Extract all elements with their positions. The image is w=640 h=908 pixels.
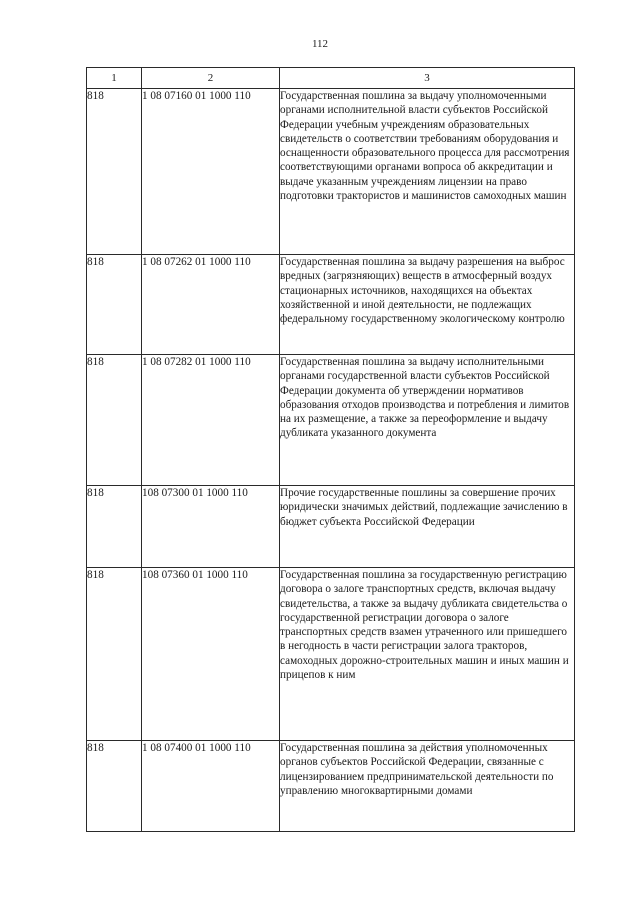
table-row [87, 89, 575, 255]
description-text: Прочие государственные пошлины за совершение прочих юридически значимых действий, подлежащие зачислению в бюджет субъекта Российской Федерации [280, 487, 568, 528]
description-cell [280, 89, 575, 255]
admin-code-cell: 818 [87, 568, 142, 741]
description-cell [280, 255, 575, 355]
description-cell [280, 741, 575, 832]
description-text: Государственная пошлина за государственную регистрацию договора о залоге транспортных средств, включая выдачу свидетельства, а также за выдачу дубликата свидетельства о государственной регистрации договора о залоге транспортных средств взамен утраченного или пришедшего в негодность в части регистрации залога тракторов, самоходных дорожно-строительных машин и иных машин и прицепов к ним [280, 569, 569, 682]
kbk-code-cell: 1 08 07400 01 1000 110 [142, 741, 280, 832]
table-header-row [87, 68, 575, 89]
header-col-1: 1 [87, 68, 142, 89]
description-cell [280, 486, 575, 568]
admin-code-cell: 818 [87, 89, 142, 255]
admin-code-cell: 818 [87, 486, 142, 568]
table-row [87, 568, 575, 741]
table-row [87, 741, 575, 832]
table-row [87, 255, 575, 355]
kbk-code-cell: 1 08 07282 01 1000 110 [142, 355, 280, 486]
kbk-code-cell: 1 08 07262 01 1000 110 [142, 255, 280, 355]
kbk-code-cell: 108 07300 01 1000 110 [142, 486, 280, 568]
table-row [87, 355, 575, 486]
admin-code-cell: 818 [87, 355, 142, 486]
description-cell [280, 568, 575, 741]
description-text: Государственная пошлина за выдачу исполнительными органами государственной власти субъектов Российской Федерации документа об утверждении нормативов образования отходов производства и потребления и лимитов на их размещение, а также за переоформление и выдачу дубликата указанного документа [280, 356, 570, 440]
description-text: Государственная пошлина за действия уполномоченных органов субъектов Российской Федерации, связанные с лицензированием предпринимательской деятельности по управлению многоквартирными домами [280, 742, 554, 797]
page-number: 112 [311, 38, 329, 50]
header-col-2: 2 [142, 68, 280, 89]
admin-code-cell: 818 [87, 741, 142, 832]
kbk-code-cell: 108 07360 01 1000 110 [142, 568, 280, 741]
budget-classification-table [86, 67, 575, 832]
admin-code-cell: 818 [87, 255, 142, 355]
description-text: Государственная пошлина за выдачу разрешения на выброс вредных (загрязняющих) веществ в атмосферный воздух стационарных источников, находящихся на объектах хозяйственной и иной деятельности, не подлежащих федеральному государственному экологическому контролю [280, 256, 565, 326]
table-row [87, 486, 575, 568]
kbk-code-cell: 1 08 07160 01 1000 110 [142, 89, 280, 255]
description-cell [280, 355, 575, 486]
description-text: Государственная пошлина за выдачу уполномоченными органами исполнительной власти субъектов Российской Федерации учебным учреждениям образовательных свидетельств о соответствии требованиям оборудования и оснащенности образовательного процесса для рассмотрения соответствующими органами вопроса об аккредитации и выдаче указанным учреждениям лицензии на право подготовки трактористов и машинистов самоходных машин [280, 90, 570, 203]
header-col-3: 3 [280, 68, 575, 89]
